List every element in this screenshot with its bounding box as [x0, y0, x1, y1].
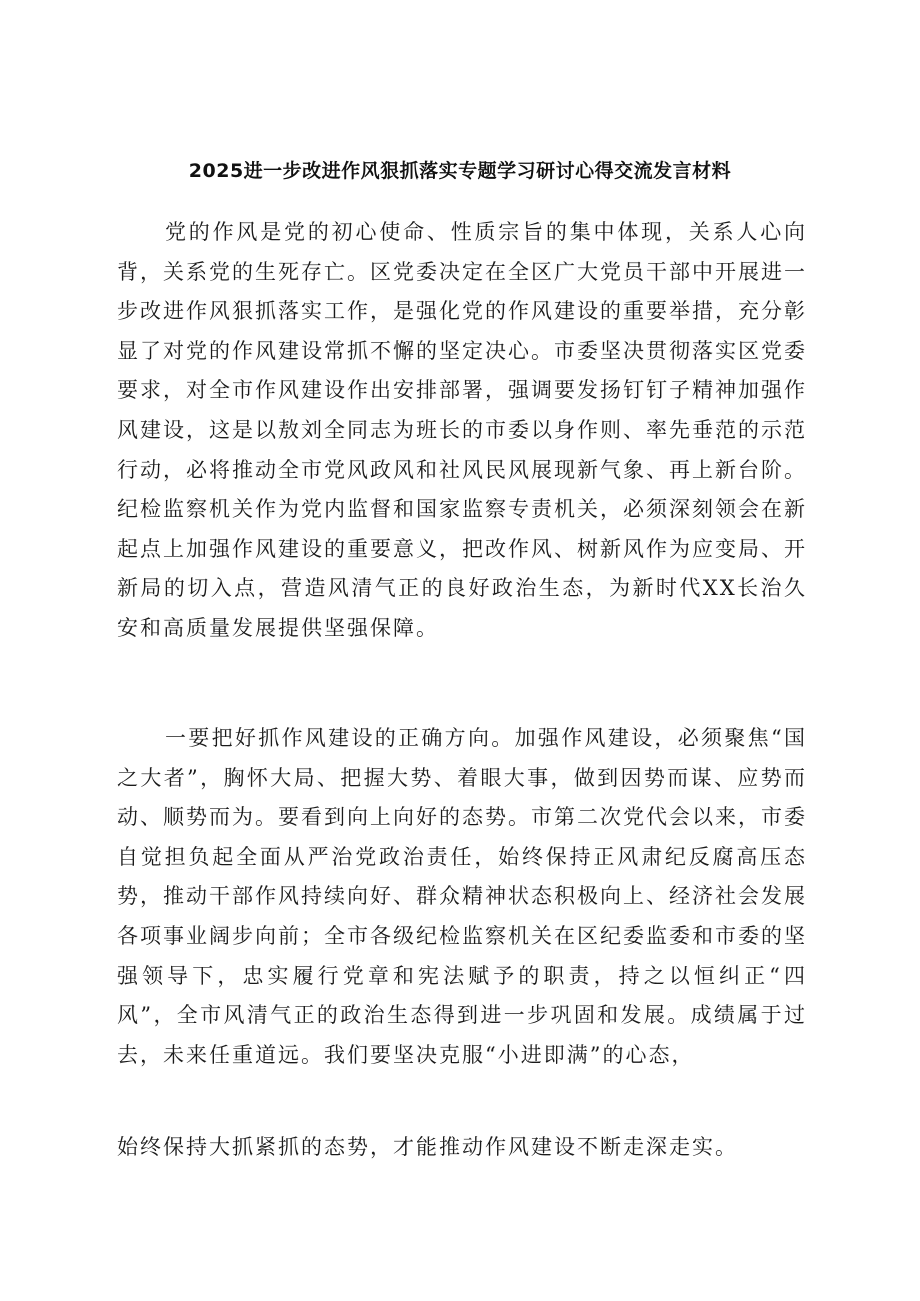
paragraph-1: 党的作风是党的初心使命、性质宗旨的集中体现，关系人心向背，关系党的生死存亡。区党委决定在全区广大党员干部中开展进一步改进作风狠抓落实工作，是强化党的作风建设的重要举措，充分彰显了对党的作风建设常抓不懈的坚定决心。市委坚决贯彻落实区党委要求，对全市作风建设作出安排部署，强调要发扬钉钉子精神加强作风建设，这是以敖刘全同志为班长的市委以身作则、率先垂范的示范行动，必将推动全市党风政风和社风民风展现新气象、再上新台阶。纪检监察机关作为党内监督和国家监察专责机关，必须深刻领会在新起点上加强作风建设的重要意义，把改作风、树新风作为应变局、开新局的切入点，营造风清气正的良好政治生态，为新时代XX长治久安和高质量发展提供坚强保障。 — [117, 220, 807, 640]
document-title: 2025进一步改进作风狠抓落实专题学习研讨心得交流发言材料 — [188, 160, 732, 182]
paragraph-3: 始终保持大抓紧抓的态势，才能推动作风建设不断走深走实。 — [117, 1135, 738, 1159]
paragraph-2: 一要把好抓作风建设的正确方向。加强作风建设，必须聚焦“国之大者”，胸怀大局、把握大势、着眼大事，做到因势而谋、应势而动、顺势而为。要看到向上向好的态势。市第二次党代会以来，市委自觉担负起全面从严治党政治责任，始终保持正风肃纪反腐高压态势，推动干部作风持续向好、群众精神状态积极向上、经济社会发展各项事业阔步向前；全市各级纪检监察机关在区纪委监委和市委的坚强领导下，忠实履行党章和宪法赋予的职责，持之以恒纠正“四风”，全市风清气正的政治生态得到进一步巩固和发展。成绩属于过去，未来任重道远。我们要坚决克服“小进即满”的心态， — [117, 726, 807, 1067]
